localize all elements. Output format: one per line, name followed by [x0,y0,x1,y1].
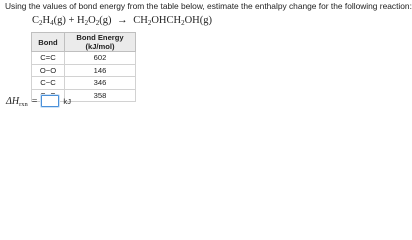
reactant-ethene: $C_2H_4(g)$ [32,15,66,27]
energy-cell: 146 [65,64,136,77]
plus-sign: + [68,15,75,26]
header-bond-energy: Bond Energy (kJ/mol) [65,33,136,52]
enthalpy-answer-input[interactable] [41,95,59,107]
table-row [32,64,136,77]
table-row [32,77,136,90]
table-row [32,52,136,65]
energy-cell: 346 [65,77,136,90]
reaction-arrow: → [117,15,128,26]
bond-cell: C=C [32,52,65,65]
enthalpy-label: $\Delta H_{rxn}$ [6,95,28,108]
product-ethylene-glycol: $CH_2OHCH_2OH(g)$ [133,15,212,27]
answer-row [6,95,71,107]
bond-cell: C−C [32,77,65,90]
bond-cell: O−O [32,64,65,77]
reaction-equation [32,15,212,26]
energy-cell: 358 [65,89,136,102]
question-prompt: Using the values of bond energy from the table below, estimate the enthalpy change for the following reaction: [5,1,412,11]
equals-sign: = [31,95,38,107]
bond-energy-table [31,32,136,102]
table-header-row [32,33,136,52]
energy-cell: 602 [65,52,136,65]
header-bond: Bond [32,33,65,52]
reactant-hydrogen-peroxide: $H_2O_2(g)$ [77,15,112,27]
unit-label: kJ [63,96,71,106]
